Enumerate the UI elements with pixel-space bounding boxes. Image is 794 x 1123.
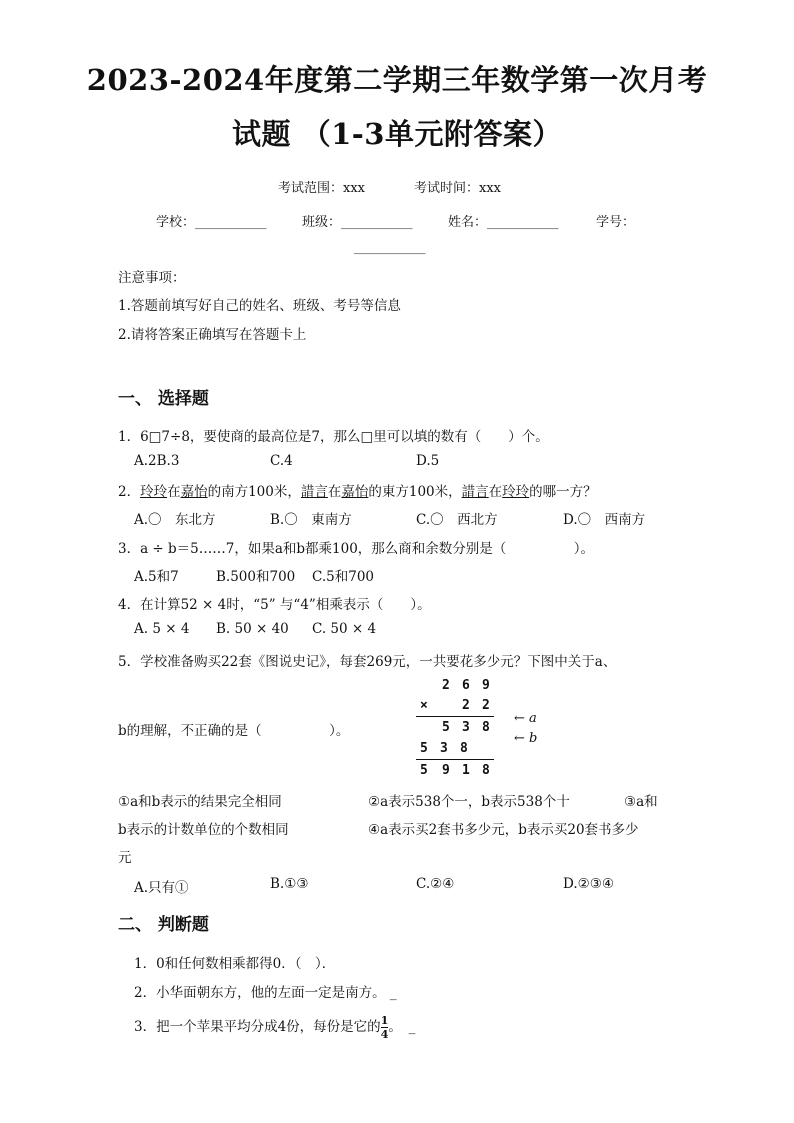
judge-q2: 2．小华面朝东方，他的左面一定是南方。 _ xyxy=(134,985,397,1001)
q4-option-a: A. 5 × 4 xyxy=(134,621,190,637)
exam-scope: 考试范围：xxx xyxy=(278,181,365,196)
q5-option-a: A.只有① xyxy=(134,880,189,896)
section-title-judgment: 二、 判断题 xyxy=(118,915,209,935)
calc-digit: 8 xyxy=(460,741,468,756)
q5-statement-4b: 元 xyxy=(118,850,132,866)
q5-stem-line2: b的理解，不正确的是（ ）。 xyxy=(118,723,350,739)
calc-digit: 1 xyxy=(462,763,470,778)
judge-q1: 1．0和任何数相乘都得0．（ ）． xyxy=(134,956,336,972)
calc-digit: 2 xyxy=(442,678,450,693)
calc-digit: 2 xyxy=(482,698,490,713)
calc-line xyxy=(416,716,494,717)
q3-option-a: A.5和7 xyxy=(134,569,179,585)
q5-option-c: C.②④ xyxy=(416,876,455,892)
q5-statement-1: ①a和b表示的结果完全相同 xyxy=(118,794,282,810)
q2-option-a: A.〇 东北方 xyxy=(134,512,216,528)
page-title: 2023-2024年度第二学期三年数学第一次月考 xyxy=(86,63,708,97)
arrow-b-label: ← b xyxy=(514,731,538,746)
calc-digit: 5 xyxy=(420,741,428,756)
q2-stem: 2．玲玲在嘉怡的南方100米，諎言在嘉怡的東方100米，諎言在玲玲的哪一方？ xyxy=(118,484,597,500)
calc-digit: 8 xyxy=(482,720,490,735)
calc-digit: 3 xyxy=(440,741,448,756)
calc-line xyxy=(416,759,494,760)
name-field: 姓名：___________ xyxy=(448,215,559,230)
calc-digit: 5 xyxy=(420,763,428,778)
q1-stem: 1．6□7÷8，要使商的最高位是7，那么□里可以填的数有（ ）个。 xyxy=(118,429,549,445)
q3-option-c: C.5和700 xyxy=(312,569,374,585)
number-field: 学号： xyxy=(596,215,636,230)
note-1: 1.答题前填写好自己的姓名、班级、考号等信息 xyxy=(118,298,401,314)
q4-option-b: B. 50 × 40 xyxy=(216,621,289,637)
calc-digit: 9 xyxy=(442,763,450,778)
exam-time: 考试时间：xxx xyxy=(414,181,501,196)
section-title-choice: 一、 选择题 xyxy=(118,389,209,409)
school-field: 学校：___________ xyxy=(156,215,267,230)
q5-statement-3b: b表示的计数单位的个数相同 xyxy=(118,822,289,838)
notes-title: 注意事项： xyxy=(118,270,186,286)
number-blank: ___________ xyxy=(354,240,426,255)
q2-option-c: C.〇 西北方 xyxy=(416,512,498,528)
arrow-a-label: ← a xyxy=(514,711,537,726)
calc-digit: 2 xyxy=(462,698,470,713)
q5-option-d: D.②③④ xyxy=(563,876,614,892)
calc-times-sign: × xyxy=(420,698,428,713)
judge-q3: 3．把一个苹果平均分成4份，每份是它的$\frac{1}{4}$。 _ xyxy=(134,1014,416,1041)
q3-stem: 3．a ÷ b＝5……7，如果a和b都乘100，那么商和余数分别是（ ）。 xyxy=(118,541,595,557)
q4-option-c: C. 50 × 4 xyxy=(312,621,377,637)
q5-option-b: B.①③ xyxy=(270,876,309,892)
q1-option-d: D.5 xyxy=(416,453,440,469)
q5-statement-4a: ④a表示买2套书多少元，b表示买20套书多少 xyxy=(368,822,639,838)
class-field: 班级：___________ xyxy=(302,215,413,230)
calc-digit: 9 xyxy=(482,678,490,693)
calc-digit: 6 xyxy=(462,678,470,693)
calc-digit: 5 xyxy=(442,720,450,735)
q2-option-b: B.〇 東南方 xyxy=(270,512,352,528)
fraction-one-quarter: $\frac{1}{4}$ xyxy=(380,1014,389,1041)
calc-digit: 8 xyxy=(482,763,490,778)
q1-option-c: C.4 xyxy=(270,453,293,469)
q1-option-a: A.2B.3 xyxy=(134,453,180,469)
calc-digit: 3 xyxy=(462,720,470,735)
q5-stem-line1: 5．学校准备购买22套《图说史记》，每套269元，一共要花多少元？下图中关于a、 xyxy=(118,654,617,670)
page-subtitle: 试题 （1-3单元附答案） xyxy=(232,117,562,151)
note-2: 2.请将答案正确填写在答题卡上 xyxy=(118,327,307,343)
q5-statement-2: ②a表示538个一，b表示538个十 xyxy=(368,794,570,810)
q4-stem: 4．在计算52 × 4时，“5” 与“4”相乘表示（ ）。 xyxy=(118,597,431,613)
q5-statement-3a: ③a和 xyxy=(624,794,658,810)
q3-option-b: B.500和700 xyxy=(216,569,296,585)
q2-option-d: D.〇 西南方 xyxy=(563,512,646,528)
